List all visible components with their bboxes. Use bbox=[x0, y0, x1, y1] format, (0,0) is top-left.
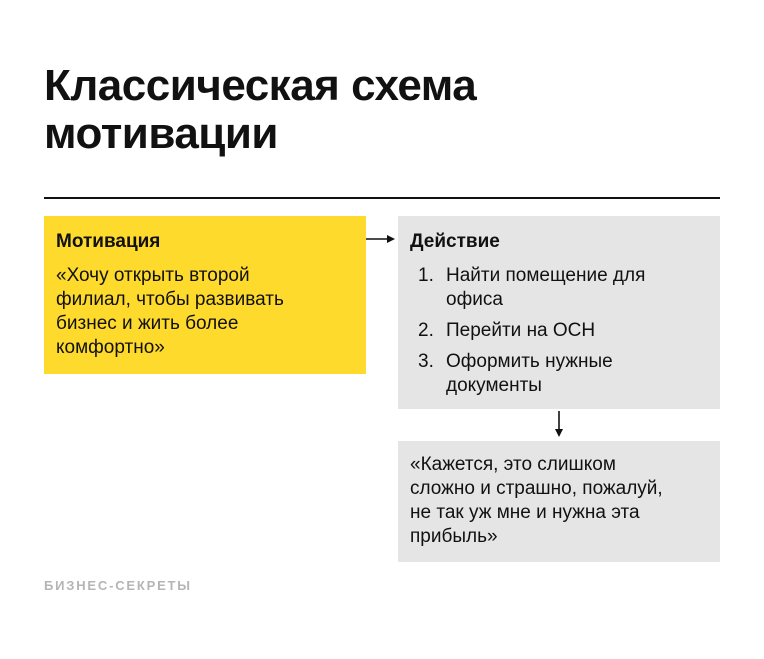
arrow-down-icon bbox=[552, 409, 566, 439]
brand-logo: БИЗНЕС-СЕКРЕТЫ bbox=[44, 578, 192, 593]
step-text: Найти помещение для офиса bbox=[446, 265, 646, 310]
motivation-text: «Хочу открыть второй филиал, чтобы развивать бизнес и жить более комфортно» bbox=[56, 265, 284, 358]
action-step bbox=[418, 350, 708, 398]
motivation-box bbox=[44, 216, 366, 374]
arrow-right-icon bbox=[364, 232, 396, 246]
step-number: 2. bbox=[418, 320, 434, 341]
action-step bbox=[418, 264, 708, 312]
title-divider bbox=[44, 197, 720, 199]
thought-box bbox=[398, 441, 720, 562]
page-title bbox=[44, 62, 724, 158]
title-line-1: Классическая схема bbox=[44, 61, 477, 110]
step-number: 3. bbox=[418, 351, 434, 372]
thought-text: «Кажется, это слишком сложно и страшно, пожалуй, не так уж мне и нужна эта прибыль» bbox=[410, 454, 663, 547]
action-box bbox=[398, 216, 720, 409]
step-text: Оформить нужные документы bbox=[446, 351, 613, 396]
step-text: Перейти на ОСН bbox=[446, 320, 596, 341]
action-step bbox=[418, 319, 708, 343]
motivation-heading: Мотивация bbox=[56, 231, 161, 252]
action-steps-list bbox=[410, 264, 708, 398]
title-line-2: мотивации bbox=[44, 109, 278, 158]
action-heading: Действие bbox=[410, 231, 500, 252]
step-number: 1. bbox=[418, 265, 434, 286]
